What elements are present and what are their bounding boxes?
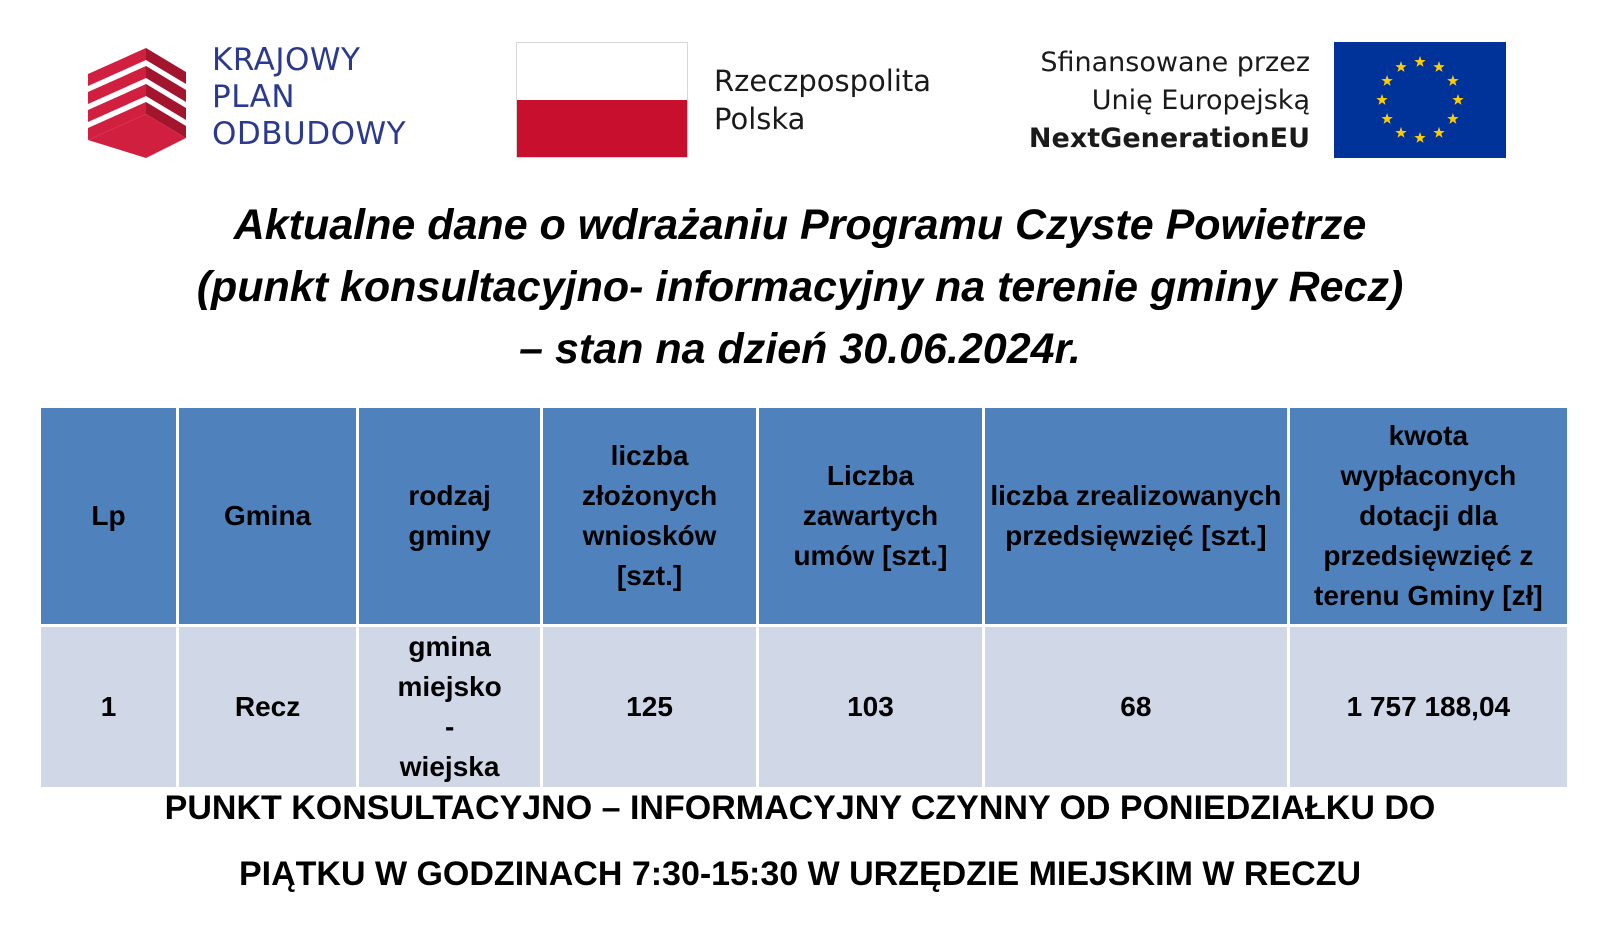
cell-liczba-wnioskow: 125: [542, 626, 758, 789]
kpo-line-2: PLAN: [212, 79, 296, 115]
eu-star-icon: [1395, 127, 1406, 138]
header-liczba-umow: Liczba zawartych umów [szt.]: [757, 407, 983, 626]
header-rodzaj-gminy: rodzaj gminy: [358, 407, 542, 626]
eu-star-icon: [1395, 61, 1406, 72]
eu-star-icon: [1414, 56, 1425, 67]
rzeczpospolita-label: [714, 62, 931, 138]
eu-star-icon: [1447, 113, 1458, 124]
eu-star-icon: [1376, 94, 1387, 105]
cell-liczba-umow: 103: [757, 626, 983, 789]
cell-kwota-dotacji: 1 757 188,04: [1288, 626, 1568, 789]
cell-gmina: Recz: [178, 626, 358, 789]
rp-line-1: Rzeczpospolita: [714, 64, 932, 98]
cell-liczba-przedsiewziec: 68: [983, 626, 1288, 789]
eu-line-3: NextGenerationEU: [1028, 123, 1310, 154]
title-line-3: – stan na dzień 30.06.2024r.: [519, 325, 1081, 373]
title-line-2: (punkt konsultacyjno- informacyjny na terenie gminy Recz): [196, 263, 1404, 311]
title-line-1: Aktualne dane o wdrażaniu Programu Czyste Powietrze: [233, 201, 1367, 249]
header-liczba-wnioskow: liczba złożonych wniosków [szt.]: [542, 407, 758, 626]
eu-star-icon: [1447, 75, 1458, 86]
footer-line-2: PIĄTKU W GODZINACH 7:30-15:30 W URZĘDZIE MIEJSKIM W RECZU: [238, 855, 1362, 893]
eu-star-icon: [1381, 75, 1392, 86]
eu-star-icon: [1452, 94, 1463, 105]
cell-rodzaj-gminy: gmina miejsko - wiejska: [358, 626, 542, 789]
header-gmina: Gmina: [178, 407, 358, 626]
footer-line-1: PUNKT KONSULTACYJNO – INFORMACYJNY CZYNNY OD PONIEDZIAŁKU DO: [164, 789, 1436, 827]
header-lp: Lp: [40, 407, 178, 626]
kpo-logo: [84, 42, 464, 162]
eu-star-icon: [1433, 127, 1444, 138]
header-kwota-dotacji: kwota wypłaconych dotacji dla przedsięwzięć z terenu Gminy [zł]: [1288, 407, 1568, 626]
eu-star-icon: [1414, 132, 1425, 143]
eu-line-1: Sfinansowane przez: [1040, 47, 1310, 78]
kpo-line-1: KRAJOWY: [212, 42, 361, 78]
office-hours-notice: [0, 775, 1600, 907]
cell-lp: 1: [40, 626, 178, 789]
eu-funding-label: [1029, 44, 1310, 158]
logo-bar: [0, 0, 1600, 190]
eu-flag-icon: [1334, 42, 1506, 158]
kpo-building-icon: [84, 42, 194, 160]
flag-red-stripe: [517, 100, 687, 157]
header-liczba-przedsiewziec: liczba zrealizowanych przedsięwzięć [szt.]: [983, 407, 1288, 626]
program-data-table: [38, 405, 1570, 790]
eu-stars-icon: [1334, 42, 1506, 158]
polish-flag-icon: [516, 42, 688, 158]
rp-line-2: Polska: [714, 102, 806, 136]
page-title: [0, 194, 1600, 380]
table-header-row: [40, 407, 1569, 626]
flag-white-stripe: [517, 43, 687, 100]
table-row: [40, 626, 1569, 789]
kpo-line-3: ODBUDOWY: [212, 116, 407, 152]
kpo-logo-text: [212, 42, 406, 153]
eu-star-icon: [1433, 61, 1444, 72]
eu-line-2: Unię Europejską: [1091, 85, 1310, 116]
eu-star-icon: [1381, 113, 1392, 124]
